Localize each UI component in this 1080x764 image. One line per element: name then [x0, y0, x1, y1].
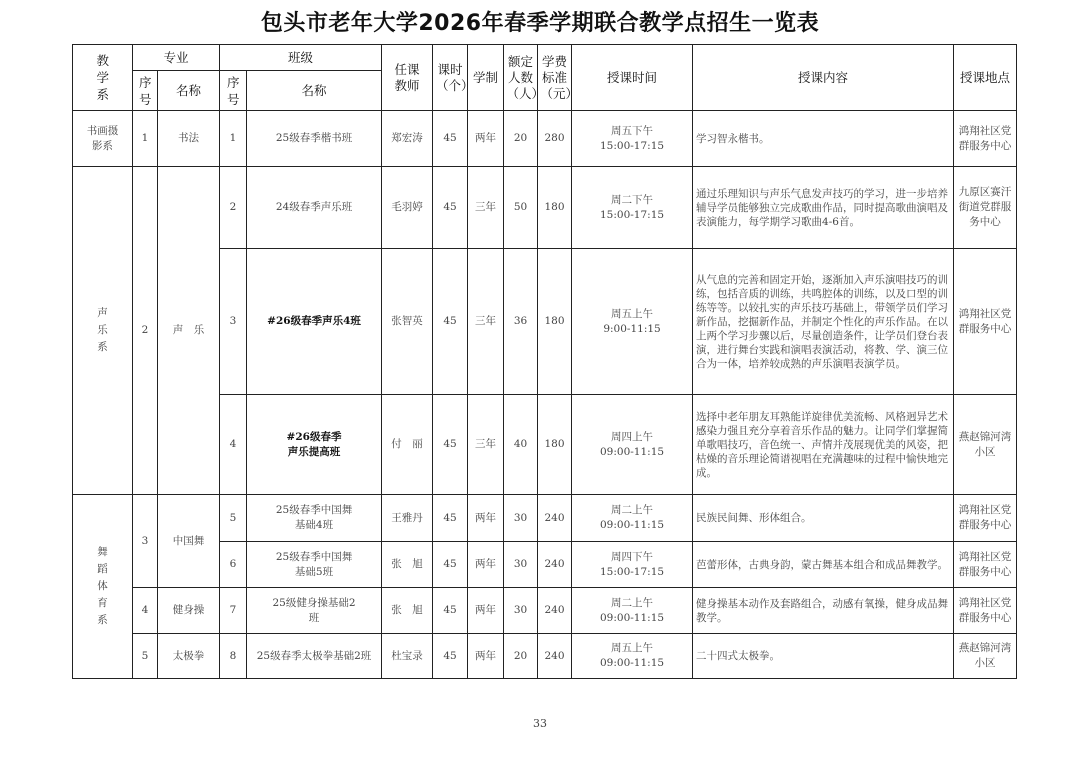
- hours: 45: [433, 111, 468, 167]
- class-content: 选择中老年朋友耳熟能详旋律优美流畅、风格迥异艺术感染力强且充分享着音乐作品的魅力。让同学们掌握简单歌唱技巧，音色统一、声情并茂展现优美的风姿，把枯燥的音乐理论简谱视唱在充满趣味的过程中愉快地完成。: [693, 395, 954, 495]
- hours: 45: [433, 167, 468, 249]
- dept-cell: [73, 111, 133, 167]
- cell-text: 周二下午: [611, 193, 654, 206]
- header-major-no: 序号: [133, 71, 158, 111]
- table-row: [73, 167, 1017, 249]
- cell-text: 周五上午: [611, 642, 654, 654]
- cell-text: 燕赵锦河湾小区: [958, 430, 1012, 458]
- class-time: [572, 588, 693, 634]
- quota: 36: [504, 249, 538, 395]
- header-dept: 教学系: [73, 45, 133, 111]
- class-content: 通过乐理知识与声乐气息发声技巧的学习，进一步培养辅导学员能够独立完成歌曲作品，同时提高歌曲演唱及表演能力，每学期学习歌曲4-6首。: [693, 167, 954, 249]
- header-duration: 学制: [468, 45, 504, 111]
- major-no: 2: [133, 167, 158, 495]
- class-name: [247, 495, 382, 542]
- teacher: 郑宏涛: [382, 111, 433, 167]
- class-location: [954, 542, 1017, 588]
- cell-text: 声乐系: [97, 307, 108, 353]
- enrollment-table: [72, 44, 1017, 679]
- cell-text: 鸿翔社区党群服务中心: [958, 124, 1012, 152]
- teacher: 张 旭: [382, 588, 433, 634]
- class-content: 芭蕾形体，古典身韵，蒙古舞基本组合和成品舞教学。: [693, 542, 954, 588]
- fee: 180: [538, 395, 572, 495]
- class-content: 从气息的完善和固定开始，逐渐加入声乐演唱技巧的训练，包括音质的训练，共鸣腔体的训练，以及口型的训练等等。以较扎实的声乐技巧基础上，带领学员们学习新作品，挖掘新作品，并制定个性化的声乐作品。在以上两个学习步骤以后，尽量创造条件，让学员们登台表演，进行舞台实践和演唱表演活动，将教、学、演三位合为一体，培养较成熟的声乐演唱表演学员。: [693, 249, 954, 395]
- cell-text: 15:00-17:15: [599, 208, 665, 221]
- class-no: 1: [220, 111, 247, 167]
- quota: 30: [504, 495, 538, 542]
- header-major: 专业: [133, 45, 220, 71]
- teacher: 毛羽婷: [382, 167, 433, 249]
- class-time: [572, 111, 693, 167]
- class-name: 24级春季声乐班: [247, 167, 382, 249]
- class-time: [572, 167, 693, 249]
- class-name: 25级春季太极拳基础2班: [247, 634, 382, 679]
- table-row: [73, 634, 1017, 679]
- cell-text: 鸿翔社区党群服务中心: [958, 307, 1012, 335]
- class-time: [572, 395, 693, 495]
- quota: 20: [504, 634, 538, 679]
- duration: 两年: [468, 495, 504, 542]
- class-location: [954, 111, 1017, 167]
- teacher: 付 丽: [382, 395, 433, 495]
- fee: 240: [538, 634, 572, 679]
- major-no: 3: [133, 495, 158, 588]
- cell-text: 周四下午: [611, 550, 654, 563]
- header-major-name: 名称: [158, 71, 220, 111]
- duration: 两年: [468, 542, 504, 588]
- fee: 280: [538, 111, 572, 167]
- cell-text: 25级春季中国舞基础5班: [275, 550, 353, 578]
- class-location: [954, 588, 1017, 634]
- major-name: 书法: [158, 111, 220, 167]
- header-location: 授课地点: [954, 45, 1017, 111]
- table-row: [73, 495, 1017, 542]
- class-no: 5: [220, 495, 247, 542]
- quota: 30: [504, 588, 538, 634]
- header-row: [73, 45, 1017, 71]
- class-location: [954, 167, 1017, 249]
- header-class: 班级: [220, 45, 382, 71]
- page-number: 33: [533, 717, 547, 730]
- cell-text: 燕赵锦河湾小区: [958, 642, 1012, 669]
- header-time: 授课时间: [572, 45, 693, 111]
- class-time: [572, 634, 693, 679]
- major-name: 中国舞: [158, 495, 220, 588]
- cell-text: 09:00-11:15: [599, 611, 665, 624]
- cell-text: #26级春季声乐提高班: [286, 430, 342, 458]
- cell-text: 鸿翔社区党群服务中心: [958, 504, 1012, 531]
- teacher: 张 旭: [382, 542, 433, 588]
- teacher: 杜宝录: [382, 634, 433, 679]
- cell-text: 09:00-11:15: [599, 445, 665, 458]
- major-name: 太极拳: [158, 634, 220, 679]
- class-content: 二十四式太极拳。: [693, 634, 954, 679]
- class-name: [247, 588, 382, 634]
- cell-text: 周五下午: [611, 124, 654, 137]
- class-name: [247, 542, 382, 588]
- cell-text: 鸿翔社区党群服务中心: [958, 550, 1012, 578]
- dept-cell: [73, 495, 133, 679]
- class-no: 3: [220, 249, 247, 395]
- header-content: 授课内容: [693, 45, 954, 111]
- cell-text: 周二上午: [611, 504, 654, 516]
- hours: 45: [433, 495, 468, 542]
- cell-text: 舞蹈体育系: [97, 546, 108, 626]
- class-content: 民族民间舞、形体组合。: [693, 495, 954, 542]
- cell-text: 25级健身操基础2班: [272, 596, 356, 624]
- class-location: [954, 495, 1017, 542]
- cell-text: 鸿翔社区党群服务中心: [958, 596, 1012, 624]
- cell-text: 09:00-11:15: [599, 657, 665, 669]
- duration: 三年: [468, 249, 504, 395]
- cell-text: 15:00-17:15: [599, 139, 665, 152]
- duration: 两年: [468, 111, 504, 167]
- class-time: [572, 542, 693, 588]
- hours: 45: [433, 249, 468, 395]
- quota: 40: [504, 395, 538, 495]
- cell-text: 9:00-11:15: [603, 322, 661, 335]
- class-content: 健身操基本动作及套路组合，动感有氧操，健身成品舞教学。: [693, 588, 954, 634]
- quota: 30: [504, 542, 538, 588]
- fee: 240: [538, 588, 572, 634]
- class-no: 8: [220, 634, 247, 679]
- cell-text: 09:00-11:15: [599, 519, 665, 531]
- teacher: 张智英: [382, 249, 433, 395]
- header-fee: 学费标准（元）: [538, 45, 572, 111]
- duration: 三年: [468, 395, 504, 495]
- dept-cell: [73, 167, 133, 495]
- duration: 两年: [468, 588, 504, 634]
- cell-text: 25级春季中国舞基础4班: [275, 504, 353, 531]
- quota: 20: [504, 111, 538, 167]
- fee: 240: [538, 495, 572, 542]
- hours: 45: [433, 395, 468, 495]
- header-class-no: 序号: [220, 71, 247, 111]
- cell-text: 周二上午: [611, 596, 654, 609]
- major-no: 5: [133, 634, 158, 679]
- teacher: 王雅丹: [382, 495, 433, 542]
- major-name: 健身操: [158, 588, 220, 634]
- class-location: [954, 249, 1017, 395]
- class-time: [572, 249, 693, 395]
- class-no: 2: [220, 167, 247, 249]
- header-teacher: 任课教师: [382, 45, 433, 111]
- fee: 180: [538, 249, 572, 395]
- hours: 45: [433, 634, 468, 679]
- cell-text: 周五上午: [611, 307, 654, 320]
- class-no: 6: [220, 542, 247, 588]
- cell-text: 15:00-17:15: [599, 565, 665, 578]
- table-row: [73, 588, 1017, 634]
- class-location: [954, 395, 1017, 495]
- major-no: 4: [133, 588, 158, 634]
- class-location: [954, 634, 1017, 679]
- cell-text: 书画摄影系: [86, 124, 119, 152]
- class-no: 7: [220, 588, 247, 634]
- major-no: 1: [133, 111, 158, 167]
- fee: 240: [538, 542, 572, 588]
- class-no: 4: [220, 395, 247, 495]
- duration: 三年: [468, 167, 504, 249]
- table-row: [73, 111, 1017, 167]
- hours: 45: [433, 588, 468, 634]
- header-quota: 额定人数（人）: [504, 45, 538, 111]
- class-name: [247, 395, 382, 495]
- page-title: 包头市老年大学2026年春季学期联合教学点招生一览表: [260, 11, 820, 36]
- cell-text: 周四上午: [611, 430, 654, 443]
- quota: 50: [504, 167, 538, 249]
- header-class-name: 名称: [247, 71, 382, 111]
- class-content: 学习智永楷书。: [693, 111, 954, 167]
- fee: 180: [538, 167, 572, 249]
- header-hours: 课时（个）: [433, 45, 468, 111]
- class-name: #26级春季声乐4班: [247, 249, 382, 395]
- class-time: [572, 495, 693, 542]
- duration: 两年: [468, 634, 504, 679]
- cell-text: 九原区赛汗街道党群服务中心: [958, 186, 1012, 228]
- hours: 45: [433, 542, 468, 588]
- major-name: 声 乐: [158, 167, 220, 495]
- class-name: 25级春季楷书班: [247, 111, 382, 167]
